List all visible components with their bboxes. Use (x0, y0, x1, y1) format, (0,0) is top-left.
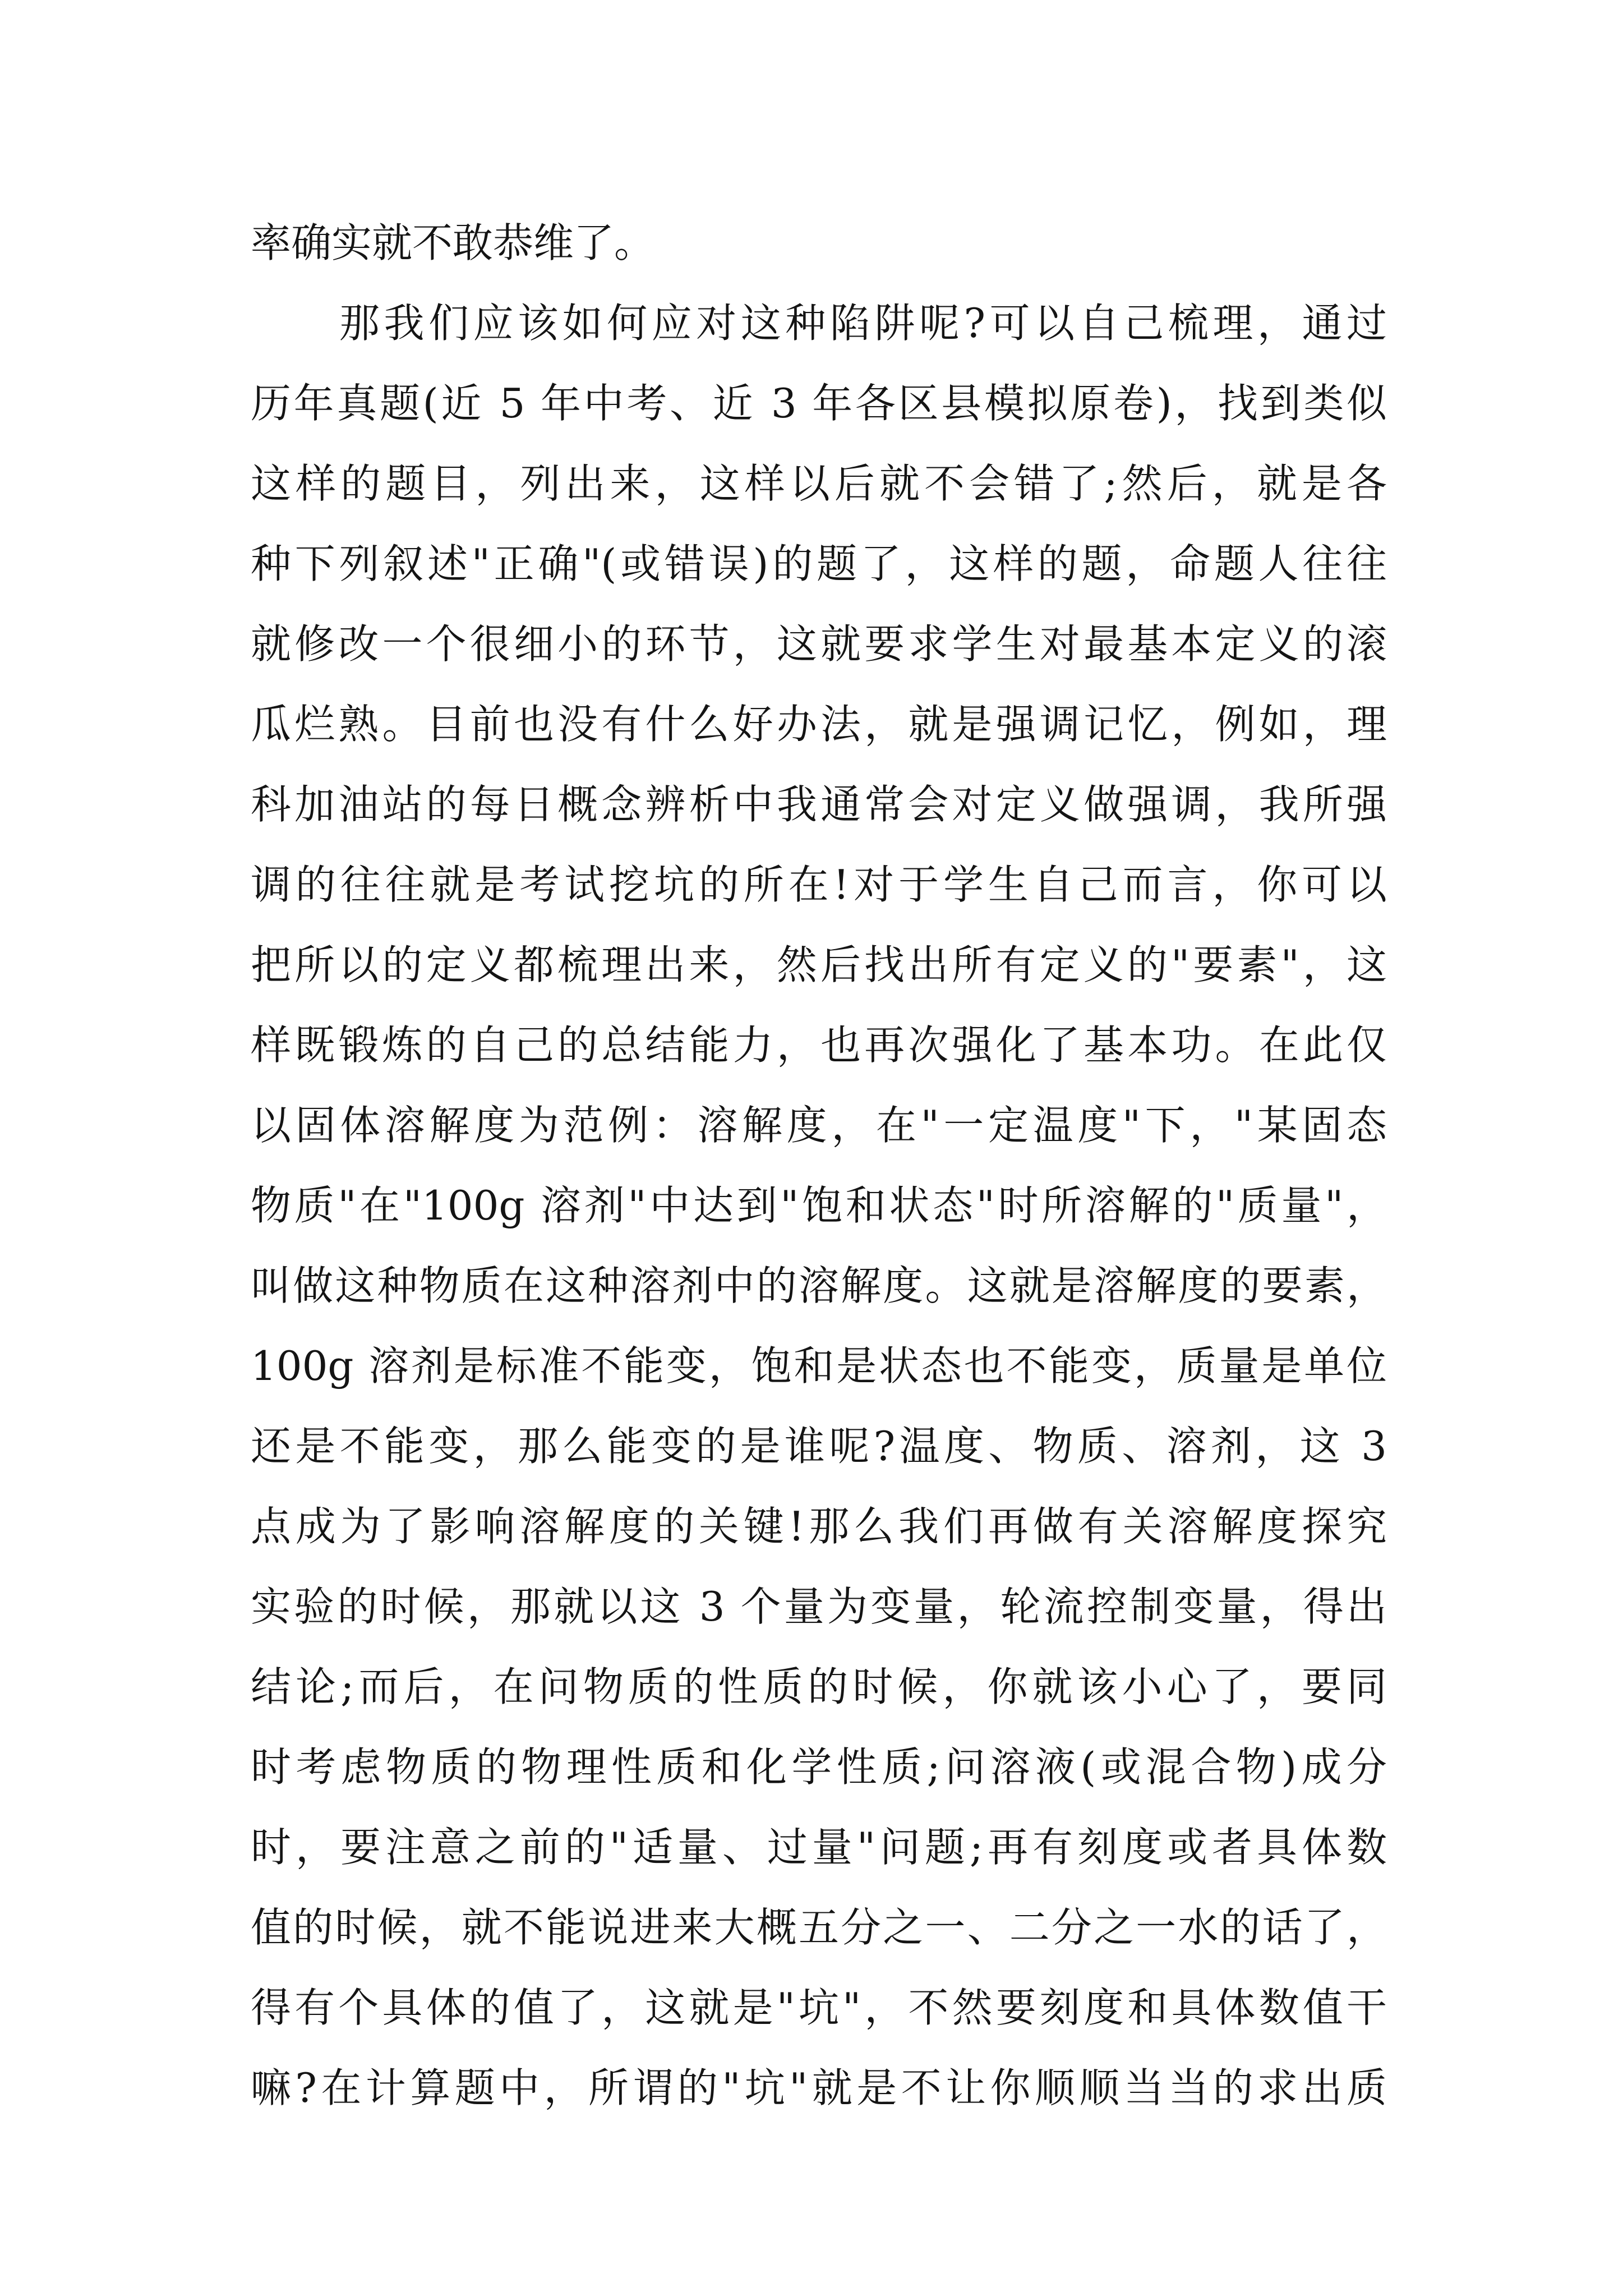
text-line: 还是不能变，那么能变的是谁呢?温度、物质、溶剂，这 3 (251, 1423, 1387, 1470)
text-line: 100g 溶剂是标准不能变，饱和是状态也不能变，质量是单位 (251, 1342, 1387, 1389)
text-line: 嘛?在计算题中，所谓的"坑"就是不让你顺顺当当的求出质 (251, 2064, 1387, 2111)
document-body (251, 203, 1387, 2128)
text-line: 实验的时候，那就以这 3 个量为变量，轮流控制变量，得出 (251, 1583, 1387, 1630)
text-line: 这样的题目，列出来，这样以后就不会错了;然后，就是各 (251, 460, 1387, 507)
text-line: 那我们应该如何应对这种陷阱呢?可以自己梳理，通过 (339, 300, 1387, 347)
text-line: 结论;而后，在问物质的性质的时候，你就该小心了，要同 (251, 1663, 1387, 1710)
text-line: 叫做这种物质在这种溶剂中的溶解度。这就是溶解度的要素， (251, 1262, 1387, 1309)
text-line: 物质"在"100g 溶剂"中达到"饱和状态"时所溶解的"质量"， (251, 1182, 1387, 1229)
paragraph (251, 283, 1387, 2128)
text-line: 值的时候，就不能说进来大概五分之一、二分之一水的话了， (251, 1904, 1387, 1951)
paragraph-continued (251, 203, 1387, 283)
text-line: 把所以的定义都梳理出来，然后找出所有定义的"要素"，这 (251, 941, 1387, 988)
text-line: 科加油站的每日概念辨析中我通常会对定义做强调，我所强 (251, 781, 1387, 828)
text-line: 时，要注意之前的"适量、过量"问题;再有刻度或者具体数 (251, 1824, 1387, 1871)
text-line: 种下列叙述"正确"(或错误)的题了，这样的题，命题人往往 (251, 540, 1387, 587)
text-line: 就修改一个很细小的环节，这就要求学生对最基本定义的滚 (251, 620, 1387, 668)
text-line: 样既锻炼的自己的总结能力，也再次强化了基本功。在此仅 (251, 1022, 1387, 1069)
text-line: 时考虑物质的物理性质和化学性质;问溶液(或混合物)成分 (251, 1743, 1387, 1791)
text-line: 以固体溶解度为范例：溶解度，在"一定温度"下，"某固态 (251, 1102, 1387, 1149)
text-line: 调的往往就是考试挖坑的所在!对于学生自己而言，你可以 (251, 861, 1387, 908)
text-line: 瓜烂熟。目前也没有什么好办法，就是强调记忆，例如，理 (251, 701, 1387, 748)
text-line: 率确实就不敢恭维了。 (251, 219, 655, 266)
text-line: 点成为了影响溶解度的关键!那么我们再做有关溶解度探究 (251, 1503, 1387, 1550)
text-line: 得有个具体的值了，这就是"坑"，不然要刻度和具体数值干 (251, 1984, 1387, 2031)
text-line: 历年真题(近 5 年中考、近 3 年各区县模拟原卷)，找到类似 (251, 380, 1387, 427)
